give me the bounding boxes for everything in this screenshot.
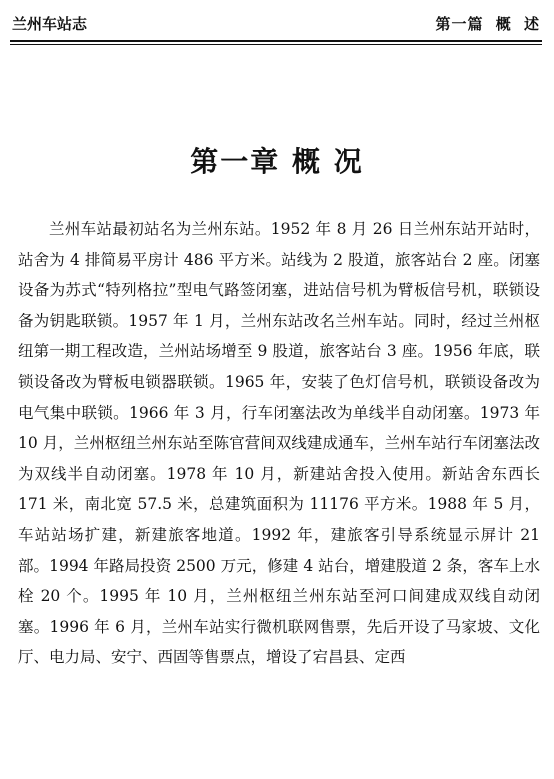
- header-rule-thin: [10, 44, 542, 45]
- section-title: 第一篇 概 述: [435, 14, 540, 33]
- chapter-title: 第一章 概 况: [190, 145, 364, 178]
- running-header: [12, 8, 540, 38]
- body-paragraph: 兰州车站最初站名为兰州东站。1952 年 8 月 26 日兰州东站开站时，站舍为 4 排简易平房计 486 平方米。站线为 2 股道，旅客站台 2 座。闭塞设备为苏式“特列格拉”型电气路签闭塞，进站信号机为臂板信号机，联锁设备为钥匙联锁。1957 年 1 月，兰州东站改名兰州车站。同时，经过兰州枢纽第一期工程改造，兰州站场增至 9 股道，旅客站台 3 座。1956 年底，联锁设备改为臂板电锁器联锁。1965 年，安装了色灯信号机，联锁设备改为电气集中联锁。1966 年 3 月，行车闭塞法改为单线半自动闭塞。1973 年 10 月，兰州枢纽兰州东站至陈官营间双线建成通车，兰州车站行车闭塞法改为双线半自动闭塞。1978 年 10 月，新建站舍投入使用。新站舍东西长 171 米，南北宽 57.5 米，总建筑面积为 11176 平方米。1988 年 5 月，车站站场扩建，新建旅客地道。1992 年，建旅客引导系统显示屏计 21 部。1994 年路局投资 2500 万元，修建 4 站台，增建股道 2 条，客车上水栓 20 个。1995 年 10 月，兰州枢纽兰州东站至河口间建成双线自动闭塞。1996 年 6 月，兰州车站实行微机联网售票，先后开设了马家坡、文化厅、电力局、安宁、西固等售票点，增设了宕昌县、定西: [18, 220, 540, 667]
- header-rule-thick: [10, 40, 542, 42]
- book-title: 兰州车站志: [12, 14, 88, 33]
